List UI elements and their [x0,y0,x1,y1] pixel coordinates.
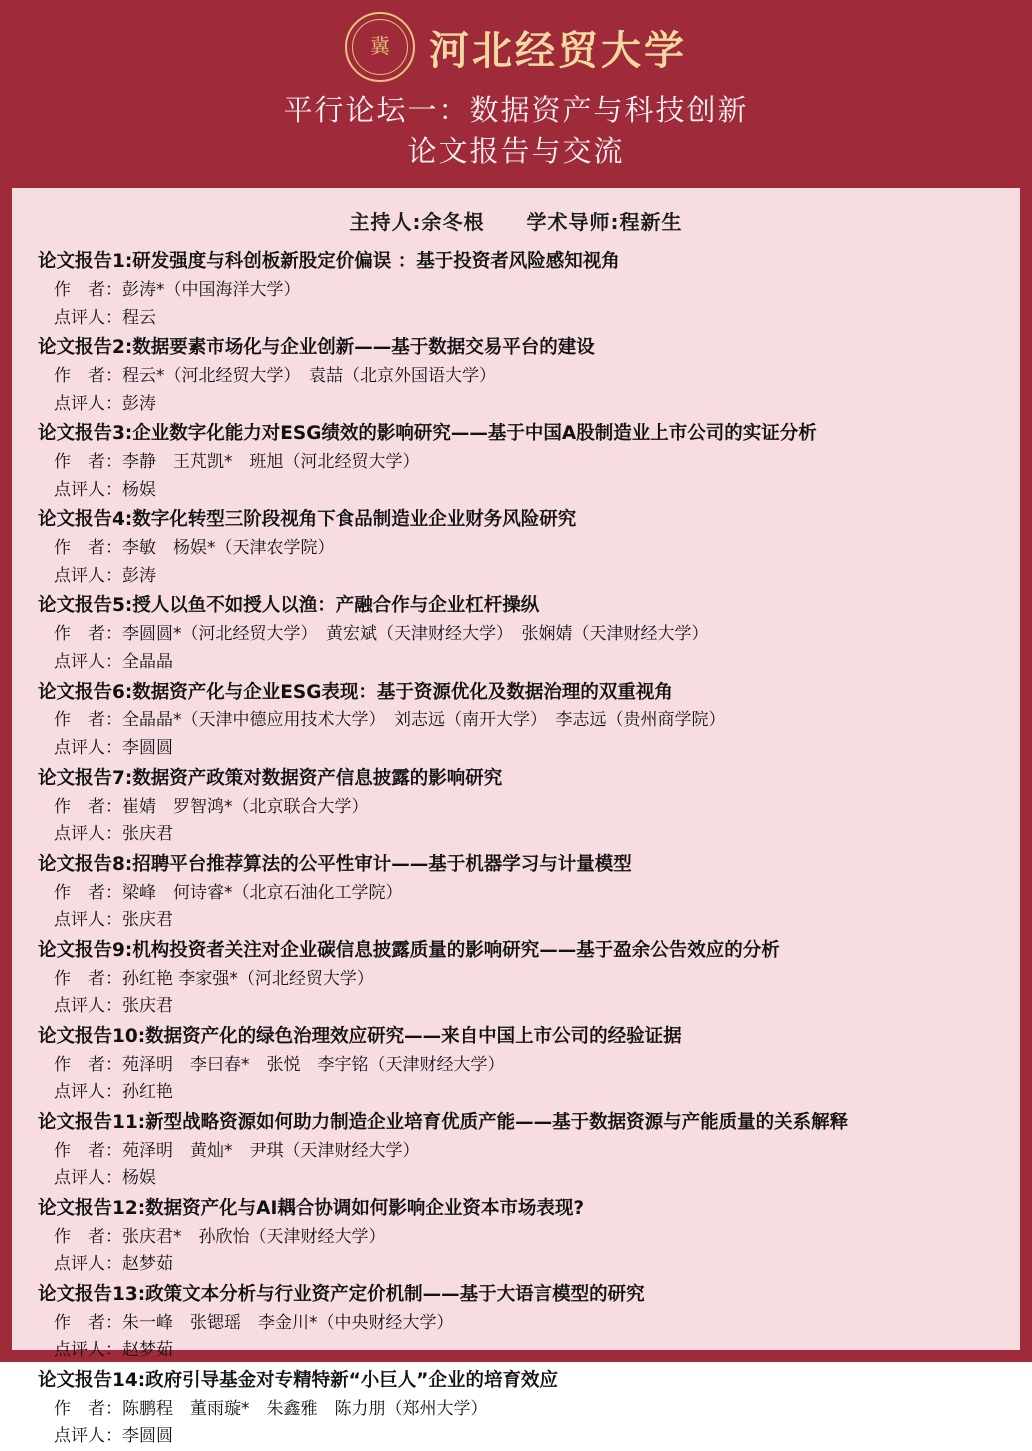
list-item [38,1194,994,1279]
paper-authors: 作 者：苑泽明 黄灿* 尹琪（天津财经大学） [54,1140,420,1161]
moderator-label: 主持人:余冬根 [349,210,485,235]
paper-authors: 作 者：崔婧 罗智鸿*（北京联合大学） [54,796,369,817]
logo-row [0,10,1032,84]
list-item [38,1366,994,1451]
list-item [38,1280,994,1365]
paper-reviewer: 点评人：全晶晶 [54,651,173,672]
paper-reviewer: 点评人：张庆君 [54,910,173,931]
paper-title: 论文报告10:数据资产化的绿色治理效应研究——来自中国上市公司的经验证据 [38,1025,682,1047]
list-item [38,333,994,418]
paper-title: 论文报告3:企业数字化能力对ESG绩效的影响研究——基于中国A股制造业上市公司的实证分析 [38,423,817,445]
list-item [38,1108,994,1193]
paper-reviewer: 点评人：赵梦茹 [54,1340,173,1361]
paper-reviewer: 点评人：李圆圆 [54,1426,173,1447]
forum-title-line1: 平行论坛一：数据资产与科技创新 [283,93,749,127]
paper-reviewer: 点评人：杨娱 [54,1168,156,1189]
poster-header [0,0,1032,188]
paper-authors: 作 者：彭涛*（中国海洋大学） [54,280,301,301]
paper-authors: 作 者：孙红艳 李家强*（河北经贸大学） [54,968,374,989]
list-item [38,419,994,504]
paper-title: 论文报告14:政府引导基金对专精特新“小巨人”企业的培育效应 [38,1369,558,1391]
forum-title [0,90,1032,172]
list-item [38,678,994,763]
paper-authors: 作 者：程云*（河北经贸大学） 袁喆（北京外国语大学） [54,366,496,387]
paper-reviewer: 点评人：彭涛 [54,393,156,414]
paper-reviewer: 点评人：彭涛 [54,565,156,586]
paper-reviewer: 点评人：赵梦茹 [54,1254,173,1275]
paper-authors: 作 者：张庆君* 孙欣怡（天津财经大学） [54,1226,386,1247]
forum-title-line2: 论文报告与交流 [407,134,625,169]
paper-authors: 作 者：苑泽明 李曰春* 张悦 李宇铭（天津财经大学） [54,1054,505,1075]
university-name: 河北经贸大学 [429,26,687,74]
paper-authors: 作 者：陈鹏程 董雨璇* 朱鑫雅 陈力朋（郑州大学） [54,1398,488,1419]
paper-title: 论文报告8:招聘平台推荐算法的公平性审计——基于机器学习与计量模型 [38,853,632,875]
paper-reviewer: 点评人：李圆圆 [54,738,173,758]
paper-title: 论文报告13:政策文本分析与行业资产定价机制——基于大语言模型的研究 [38,1283,645,1305]
paper-title: 论文报告11:新型战略资源如何助力制造企业培育优质产能——基于数据资源与产能质量的关系解释 [38,1111,849,1133]
paper-title: 论文报告4:数字化转型三阶段视角下食品制造业企业财务风险研究 [38,509,577,531]
paper-authors: 作 者：李静 王芃凯* 班旭（河北经贸大学） [54,452,420,473]
list-item [38,1022,994,1107]
paper-title: 论文报告5:授人以鱼不如授人以渔：产融合作与企业杠杆操纵 [38,595,540,617]
paper-authors: 作 者：李敏 杨娱*（天津农学院） [54,538,335,559]
advisor-label: 学术导师:程新生 [526,210,683,235]
paper-reviewer: 点评人：张庆君 [54,996,173,1017]
paper-title: 论文报告2:数据要素市场化与企业创新——基于数据交易平台的建设 [38,337,595,359]
paper-reviewer: 点评人：杨娱 [54,479,156,500]
paper-authors: 作 者：梁峰 何诗睿*（北京石油化工学院） [54,882,403,903]
paper-reviewer: 点评人：程云 [54,307,156,328]
hosts-line [38,206,994,235]
paper-reviewer: 点评人：孙红艳 [54,1082,173,1103]
list-item [38,505,994,590]
list-item [38,247,994,332]
paper-authors: 作 者：全晶晶*（天津中德应用技术大学） 刘志远（南开大学） 李志远（贵州商学院） [54,710,726,731]
paper-title: 论文报告1:研发强度与科创板新股定价偏误 ：基于投资者风险感知视角 [38,251,620,273]
university-seal-icon [345,12,415,82]
paper-authors: 作 者：朱一峰 张锶瑶 李金川*（中央财经大学） [54,1312,454,1333]
list-item [38,591,994,676]
paper-title: 论文报告9:机构投资者关注对企业碳信息披露质量的影响研究——基于盈余公告效应的分析 [38,939,780,961]
paper-reviewer: 点评人：张庆君 [54,824,173,845]
paper-authors: 作 者：李圆圆*（河北经贸大学） 黄宏斌（天津财经大学） 张娴婧（天津财经大学） [54,624,709,645]
paper-title: 论文报告12:数据资产化与AI耦合协调如何影响企业资本市场表现? [38,1197,585,1219]
poster-body [12,188,1020,1450]
seal-inner-text: 冀 [370,36,390,58]
list-item [38,764,994,849]
paper-title: 论文报告6:数据资产化与企业ESG表现：基于资源优化及数据治理的双重视角 [38,681,673,703]
list-item [38,850,994,935]
paper-title: 论文报告7:数据资产政策对数据资产信息披露的影响研究 [38,767,503,789]
list-item [38,936,994,1021]
